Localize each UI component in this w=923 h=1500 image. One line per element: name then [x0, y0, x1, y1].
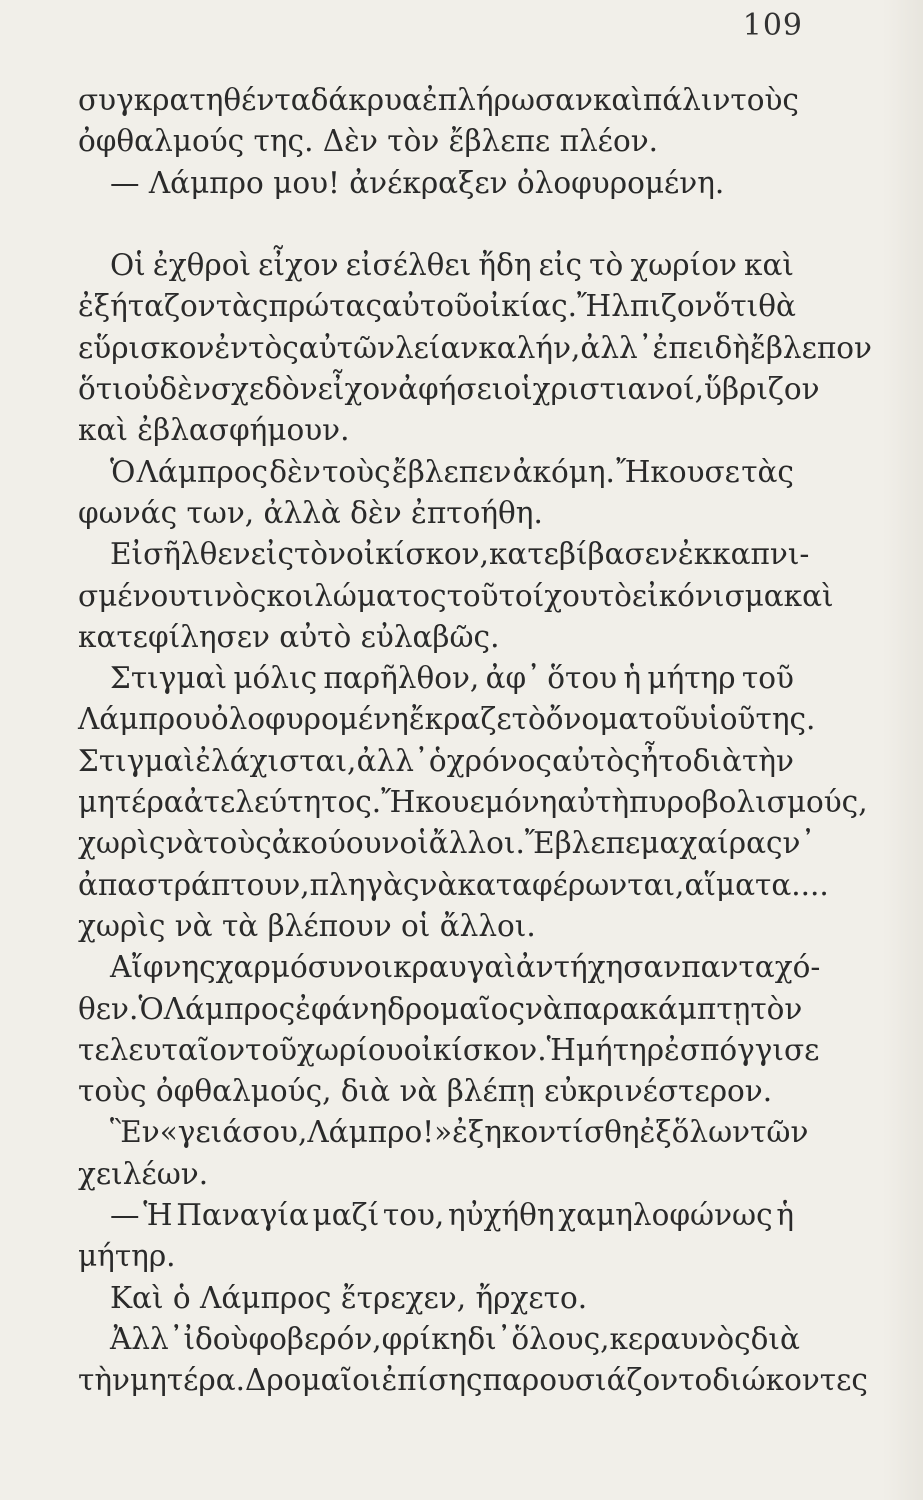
text-line: φωνάς των, ἀλλὰ δὲν ἐπτοήθη. [78, 495, 543, 530]
text-line: ὀφθαλμούς της. Δὲν τὸν ἔβλεπε πλέον. [78, 124, 659, 159]
text-line: εὕρισκον ἐντὸς αὐτῶν λείαν καλήν, ἀλλ᾽ ἐπειδὴ ἔβλεπον [78, 330, 872, 365]
text-line: μήτηρ. [78, 1239, 176, 1274]
text-line: χειλέων. [78, 1156, 209, 1191]
text-line: ὅτι οὐδὲν σχεδὸν εἶχον ἀφήσει οἱ χριστιανοί, ὕβριζον [78, 372, 820, 407]
text-line: — Ἡ Παναγία μαζί του, ηὐχήθη χαμηλοφώνως ἡ [110, 1198, 794, 1233]
text-line: κατεφίλησεν αὐτὸ εὐλαβῶς. [78, 619, 500, 654]
page-number: 109 [742, 8, 803, 43]
body-text [78, 80, 872, 1402]
text-line: Εἰσῆλθεν εἰς τὸν οἰκίσκον, κατεβίβασεν ἐκ καπνι- [110, 537, 810, 572]
text-line: τὴν μητέρα. Δρομαῖοι ἐπίσης παρουσιάζοντο διώκοντες [78, 1363, 868, 1398]
text-line: Καὶ ὁ Λάμπρος ἔτρεχεν, ἤρχετο. [110, 1280, 588, 1315]
text-line: μητέρα ἀτελεύτητος. Ἤκουε μόνη αὐτὴ πυροβολισμούς, [78, 785, 868, 820]
text-line: Αἴφνης χαρμόσυνοι κραυγαὶ ἀντήχησαν πανταχό- [110, 950, 821, 985]
text-line: χωρὶς νὰ τὰ βλέπουν οἱ ἄλλοι. [78, 908, 536, 943]
text-line: Λάμπρου ὀλοφυρομένη ἔκραζε τὸ ὄνομα τοῦ υἱοῦ της. [78, 702, 816, 737]
text-line: θεν. Ὁ Λάμπρος ἐφάνη δρομαῖος νὰ παρακάμπτῃ τὸν [78, 991, 803, 1026]
text-line: τελευταῖον τοῦ χωρίου οἰκίσκον. Ἡ μήτηρ ἐσπόγγισε [78, 1032, 820, 1067]
text-line: ἀπαστράπτουν, πληγὰς νὰ καταφέρωνται, αἵματα.... [78, 867, 829, 902]
text-line: Οἱ ἐχθροὶ εἶχον εἰσέλθει ἤδη εἰς τὸ χωρίον καὶ [110, 248, 794, 283]
text-line: — Λάμπρο μου! ἀνέκραξεν ὀλοφυρομένη. [110, 165, 725, 200]
text-line: ἐξήταζον τὰς πρώτας αὐτοῦ οἰκίας. Ἤλπιζον ὅτι θὰ [78, 289, 796, 324]
text-line: συγκρατηθέντα δάκρυα ἐπλήρωσαν καὶ πάλιν τοὺς [78, 83, 799, 117]
text-line: Στιγμαὶ ἐλάχισται, ἀλλ᾽ ὁ χρόνος αὐτὸς ἦτο διὰ τὴν [78, 743, 794, 778]
text-line: σμένου τινὸς κοιλώματος τοῦ τοίχου τὸ εἰκόνισμα καὶ [78, 578, 834, 613]
text-line: καὶ ἐβλασφήμουν. [78, 413, 350, 448]
text-line: Ἀλλ᾽ ἰδοὺ φοβερόν, φρίκη δι᾽ ὅλους, κεραυνὸς διὰ [110, 1321, 800, 1356]
page-edge-shadow [883, 0, 923, 1500]
text-line: Ὁ Λάμπρος δὲν τοὺς ἔβλεπεν ἀκόμη. Ἤκουσε τὰς [110, 454, 794, 489]
text-line: χωρὶς νὰ τοὺς ἀκούουν οἱ ἄλλοι. Ἔβλεπε μαχαίρας ν᾽ [78, 826, 816, 861]
section-gap [78, 204, 794, 245]
text-line: Στιγμαὶ μόλις παρῆλθον, ἀφ᾽ ὅτου ἡ μήτηρ τοῦ [110, 661, 794, 696]
text-line: τοὺς ὀφθαλμούς, διὰ νὰ βλέπῃ εὐκρινέστερον. [78, 1074, 773, 1109]
text-line: Ἓν «γειά σου, Λάμπρο!» ἐξηκοντίσθη ἐξ ὅλων τῶν [110, 1115, 809, 1150]
